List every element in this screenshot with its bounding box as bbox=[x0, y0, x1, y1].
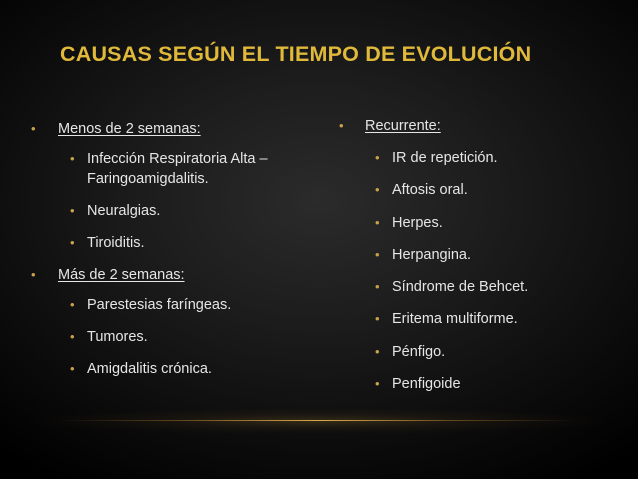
list-item bbox=[30, 233, 320, 253]
list-item bbox=[333, 148, 633, 168]
bullet-icon: • bbox=[375, 343, 380, 359]
list-item-label: Infección Respiratoria Alta – Faringoamigdalitis. bbox=[87, 151, 268, 187]
bullet-icon: • bbox=[375, 376, 380, 392]
list-item-label: Neuralgias. bbox=[87, 203, 161, 219]
list-item-label: Síndrome de Behcet. bbox=[392, 279, 529, 296]
list-item-label: Penfigoide bbox=[392, 376, 461, 393]
group-heading-less-than-2-weeks bbox=[30, 119, 320, 139]
slide-title: CAUSAS SEGÚN EL TIEMPO DE EVOLUCIÓN bbox=[60, 42, 532, 66]
bullet-icon: • bbox=[70, 297, 75, 312]
bullet-icon: • bbox=[375, 311, 380, 327]
bullet-icon: • bbox=[70, 151, 75, 166]
group-heading-recurrent bbox=[333, 116, 633, 136]
list-item-label: Tiroiditis. bbox=[87, 235, 145, 251]
left-column bbox=[30, 119, 320, 391]
bullet-icon: • bbox=[70, 329, 75, 344]
bullet-icon: • bbox=[339, 118, 344, 133]
list-item bbox=[30, 201, 320, 221]
list-item bbox=[333, 245, 633, 265]
bullet-icon: • bbox=[31, 121, 36, 136]
list-item bbox=[333, 342, 633, 362]
list-item-label: Amigdalitis crónica. bbox=[87, 361, 212, 377]
right-column bbox=[333, 116, 633, 406]
list-item bbox=[333, 277, 633, 297]
bullet-icon: • bbox=[375, 182, 380, 198]
bullet-icon: • bbox=[375, 214, 380, 230]
list-item-label: IR de repetición. bbox=[392, 150, 498, 166]
divider-glow bbox=[0, 408, 638, 434]
bullet-icon: • bbox=[31, 267, 36, 282]
group-heading-label: Más de 2 semanas: bbox=[58, 267, 185, 283]
list-item bbox=[30, 359, 320, 379]
list-item bbox=[333, 374, 633, 394]
list-item bbox=[333, 309, 633, 329]
list-item-label: Aftosis oral. bbox=[392, 182, 468, 199]
list-item-label: Eritema multiforme. bbox=[392, 311, 518, 328]
bullet-icon: • bbox=[70, 361, 75, 376]
divider-line bbox=[60, 420, 578, 421]
list-item bbox=[333, 213, 633, 233]
list-item bbox=[30, 327, 320, 347]
list-item bbox=[30, 295, 320, 315]
list-item-label: Herpes. bbox=[392, 214, 443, 231]
list-item-label: Parestesias faríngeas. bbox=[87, 297, 232, 313]
list-item bbox=[333, 180, 633, 200]
list-item-label: Tumores. bbox=[87, 329, 148, 345]
group-heading-label: Recurrente: bbox=[365, 118, 441, 134]
bullet-icon: • bbox=[375, 246, 380, 262]
group-heading-more-than-2-weeks bbox=[30, 265, 320, 285]
bullet-icon: • bbox=[70, 203, 75, 218]
bullet-icon: • bbox=[375, 279, 380, 295]
list-item bbox=[30, 149, 339, 189]
group-heading-label: Menos de 2 semanas: bbox=[58, 121, 201, 137]
list-item-label: Pénfigo. bbox=[392, 343, 446, 360]
list-item-label: Herpangina. bbox=[392, 246, 471, 263]
bullet-icon: • bbox=[70, 235, 75, 250]
bullet-icon: • bbox=[375, 150, 380, 165]
